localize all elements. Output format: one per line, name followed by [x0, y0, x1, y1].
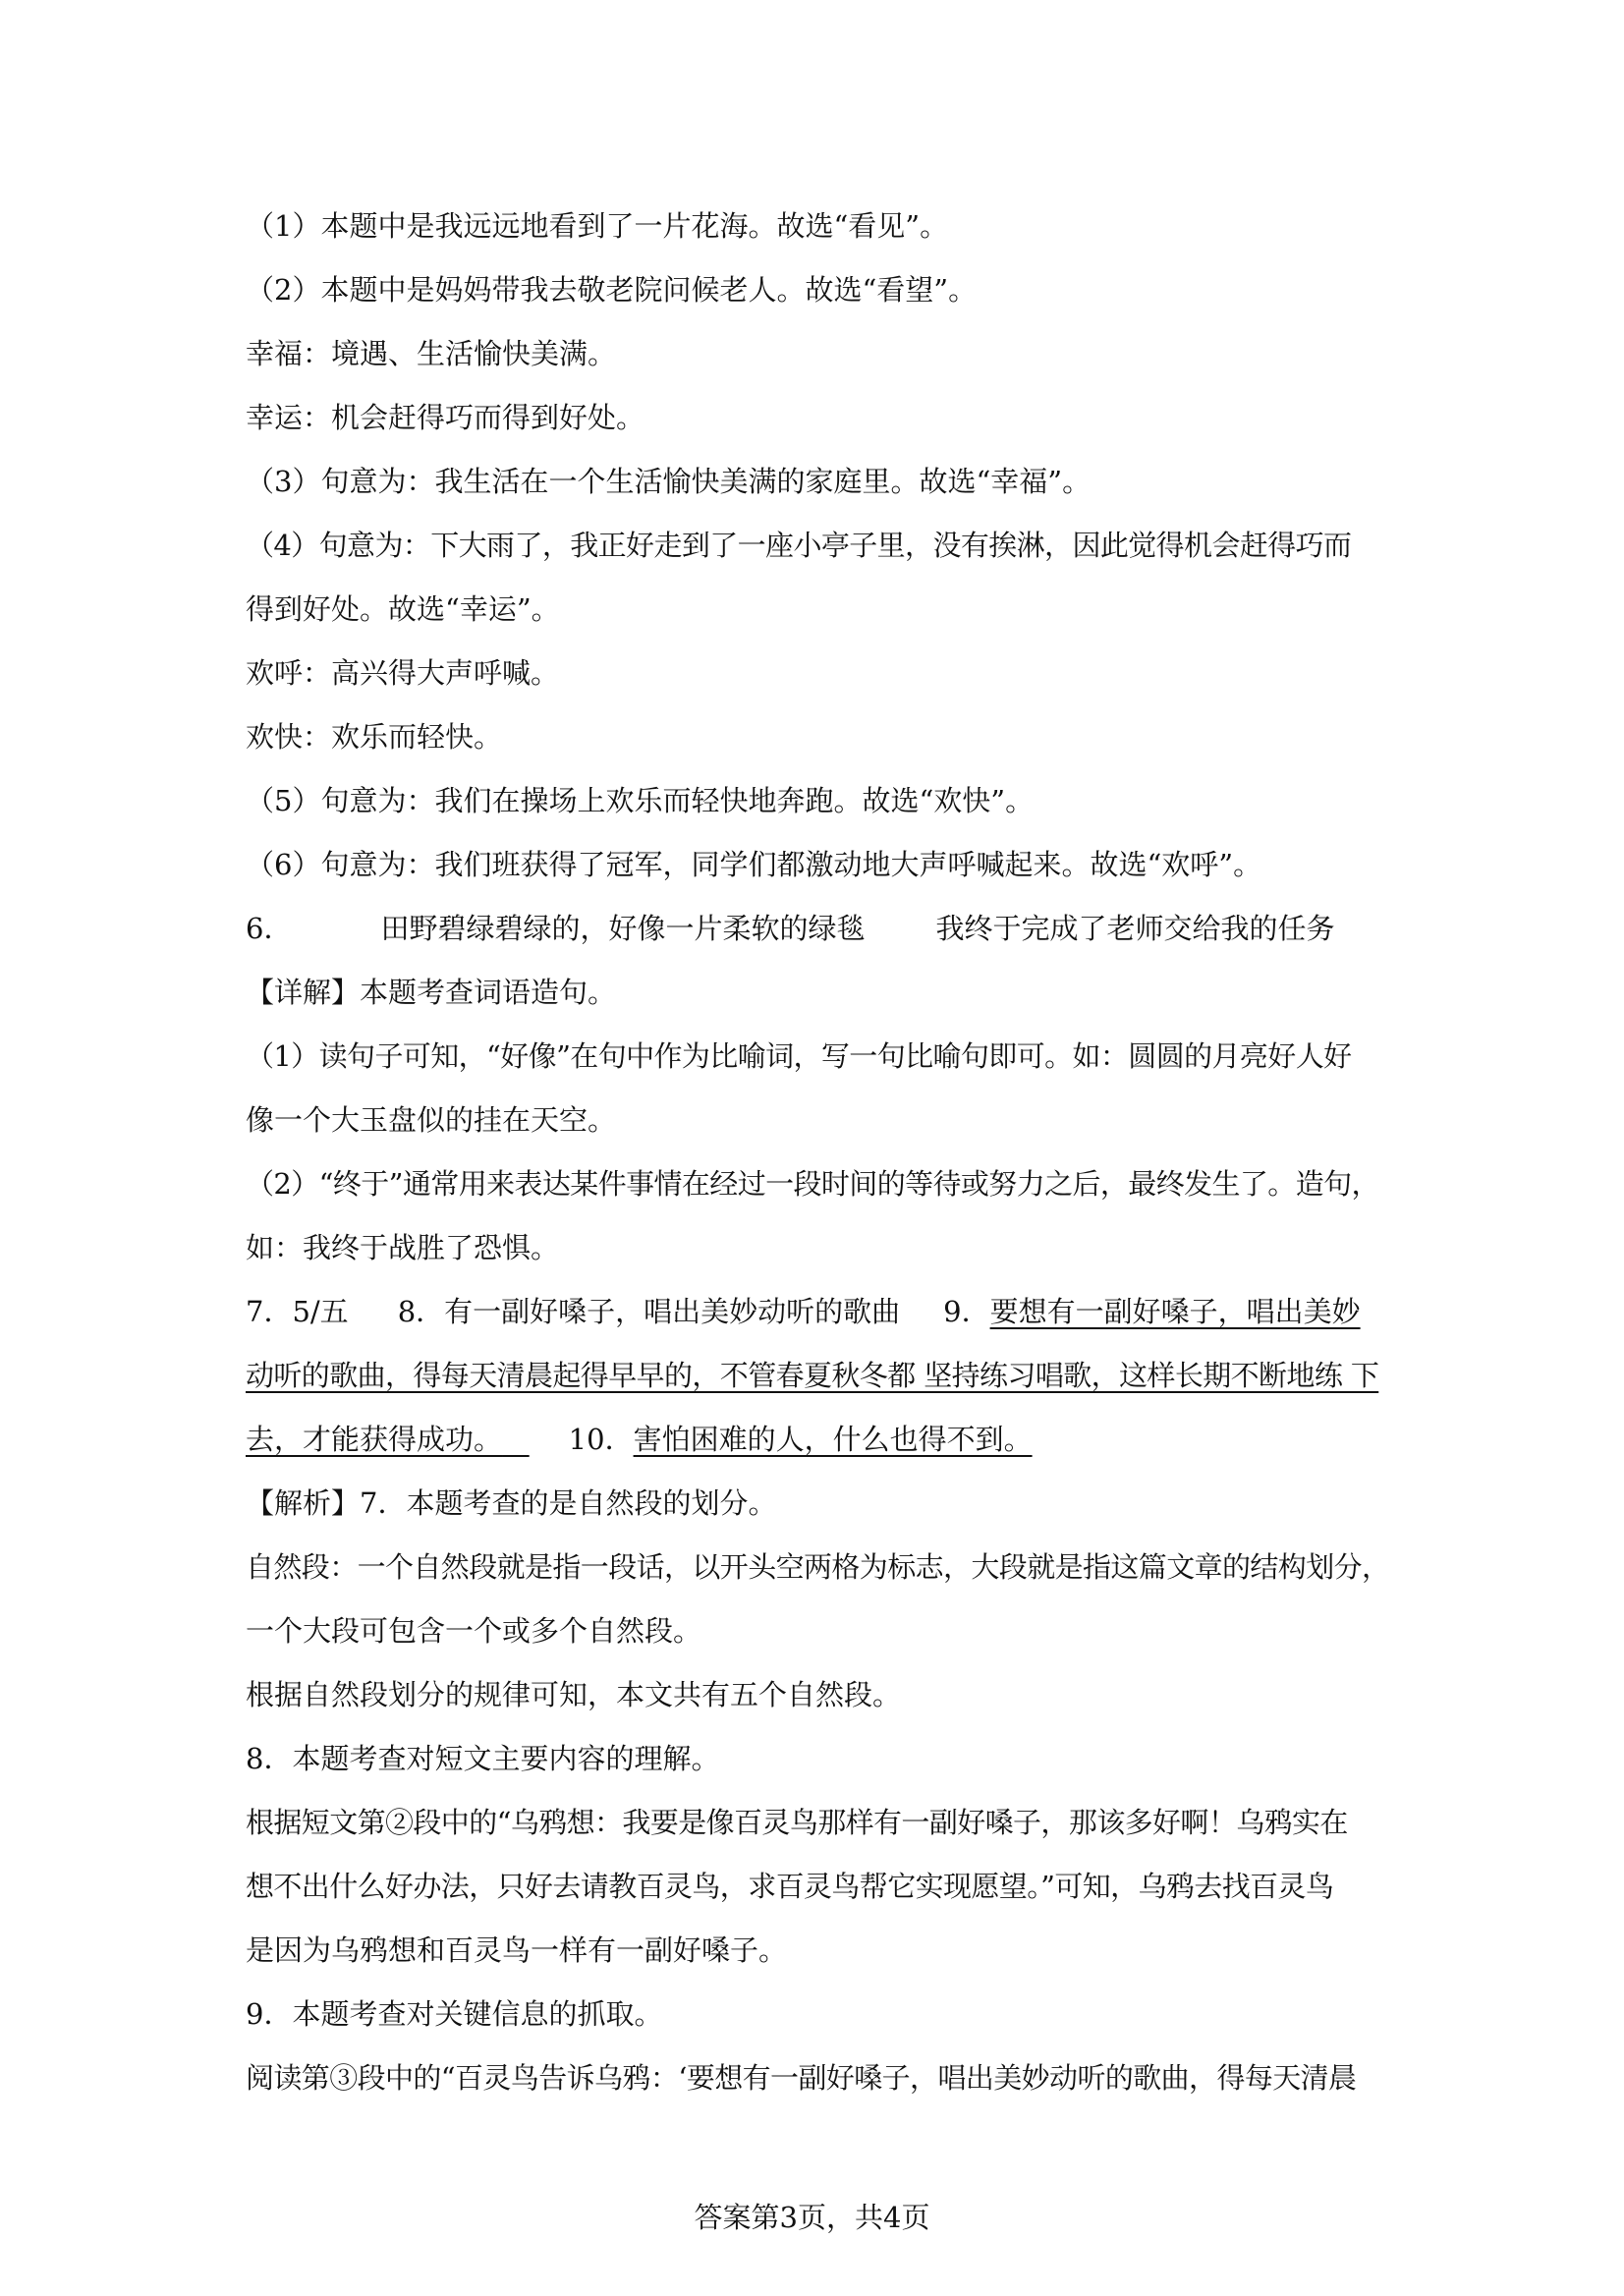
answer-9-continuation	[246, 1344, 1390, 1408]
text-line: 一个大段可包含一个或多个自然段。	[246, 1614, 702, 1648]
text-line: 是因为乌鸦想和百灵鸟一样有一副好嗓子。	[246, 1933, 788, 1967]
answer-9-underlined: 要想有一副好嗓子，唱出美妙	[989, 1295, 1361, 1328]
text-line: 幸运：机会赶得巧而得到好处。	[246, 401, 645, 434]
text-line: 阅读第③段中的“百灵鸟告诉乌鸦：‘要想有一副好嗓子，唱出美妙动听的歌曲，得每天清晨	[246, 2061, 1357, 2095]
answers-7-9-line	[246, 1280, 1390, 1344]
text-line: 8．本题考查对短文主要内容的理解。	[246, 1742, 720, 1775]
text-line: 【详解】本题考查词语造句。	[246, 976, 617, 1009]
text-line: 9．本题考查对关键信息的抓取。	[246, 1997, 663, 2031]
text-line: （3）句意为：我生活在一个生活愉快美满的家庭里。故选“幸福”。	[246, 465, 1092, 498]
answer-9-underlined: 动听的歌曲，得每天清晨起得早早的，不管春夏秋冬都 坚持练习唱歌，这样长期不断地练 下	[246, 1359, 1379, 1392]
question-number: 6．	[246, 912, 293, 945]
text-line: （6）句意为：我们班获得了冠军，同学们都激动地大声呼喊起来。故选“欢呼”。	[246, 848, 1262, 881]
text-line: 如：我终于战胜了恐惧。	[246, 1231, 560, 1264]
text-line: （1）读句子可知，“好像”在句中作为比喻词，写一句比喻句即可。如：圆圆的月亮好人好	[246, 1039, 1352, 1073]
text-line: 根据自然段划分的规律可知，本文共有五个自然段。	[246, 1678, 902, 1711]
text-line: 像一个大玉盘似的挂在天空。	[246, 1103, 617, 1137]
text-line: 自然段：一个自然段就是指一段话，以开头空两格为标志，大段就是指这篇文章的结构划分，	[246, 1550, 1390, 1584]
underline-blank	[502, 1423, 530, 1456]
text-line: 根据短文第②段中的“乌鸦想：我要是像百灵鸟那样有一副好嗓子，那该多好啊！乌鸦实在	[246, 1806, 1348, 1839]
text-line: 幸福：境遇、生活愉快美满。	[246, 337, 617, 370]
text-line: 得到好处。故选“幸运”。	[246, 592, 560, 626]
text-line: 【解析】7．本题考查的是自然段的划分。	[246, 1486, 777, 1520]
text-line: 想不出什么好办法，只好去请教百灵鸟，求百灵鸟帮它实现愿望。”可知，乌鸦去找百灵鸟	[246, 1870, 1334, 1903]
text-line: 欢快：欢乐而轻快。	[246, 720, 503, 754]
answer-6-line	[246, 897, 1390, 961]
text-line: （2）“终于”通常用来表达某件事情在经过一段时间的等待或努力之后，最终发生了。造句，	[246, 1167, 1379, 1201]
answer-body	[246, 195, 1390, 2110]
answer-8: 8．有一副好嗓子，唱出美妙动听的歌曲	[397, 1295, 901, 1328]
question-number: 9．	[943, 1295, 990, 1328]
answer-7: 7．5/五	[246, 1295, 349, 1328]
text-line: （5）句意为：我们在操场上欢乐而轻快地奔跑。故选“欢快”。	[246, 784, 1035, 817]
question-number: 10．	[568, 1423, 634, 1456]
answers-9-10-line	[246, 1408, 1390, 1472]
answer-9-underlined: 去，才能获得成功。	[246, 1423, 503, 1456]
text-line: 欢呼：高兴得大声呼喊。	[246, 656, 560, 690]
answer-6-sentence-1: 田野碧绿碧绿的，好像一片柔软的绿毯	[380, 912, 866, 945]
text-line: （4）句意为：下大雨了，我正好走到了一座小亭子里，没有挨淋，因此觉得机会赶得巧而	[246, 529, 1352, 562]
answer-6-sentence-2: 我终于完成了老师交给我的任务	[935, 912, 1335, 945]
text-line: （2）本题中是妈妈带我去敬老院问候老人。故选“看望”。	[246, 273, 978, 307]
answer-10-underlined: 害怕困难的人，什么也得不到。	[633, 1423, 1033, 1456]
text-line: （1）本题中是我远远地看到了一片花海。故选“看见”。	[246, 209, 949, 243]
page-footer: 答案第3页，共4页	[694, 2201, 930, 2234]
